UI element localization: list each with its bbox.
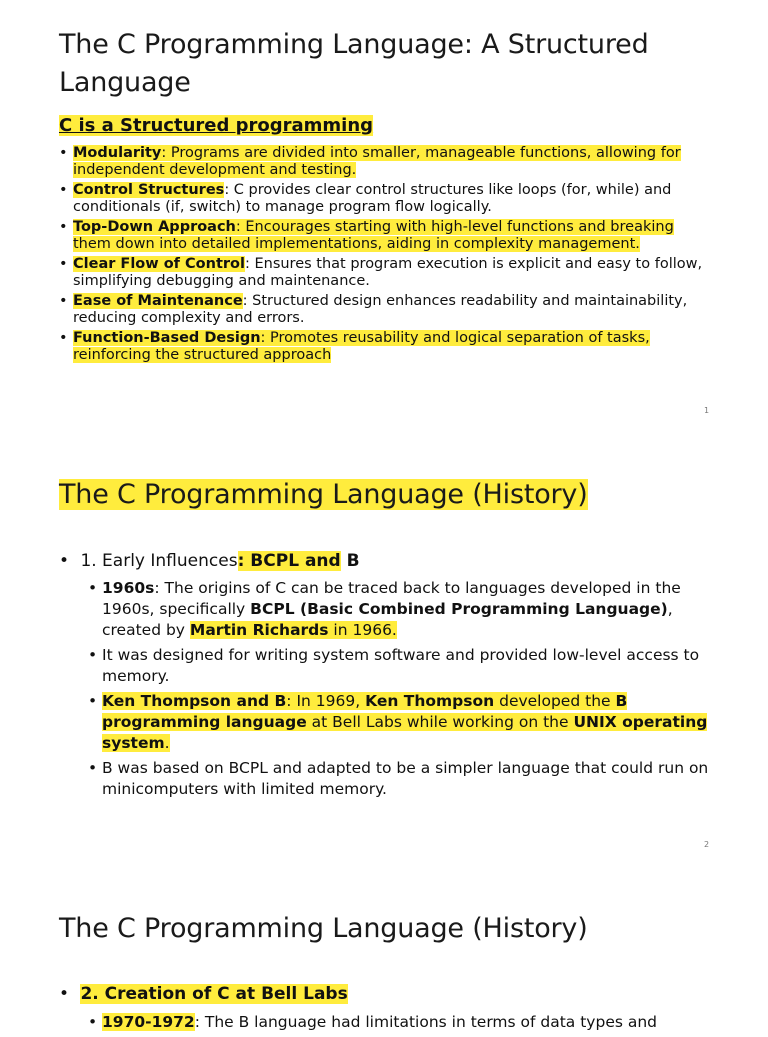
slide-2-heading: • 1. Early Influences: BCPL and B [59, 550, 360, 572]
history-item-1970-1972: • 1970-1972: The B language had limitations in terms of data types and [88, 1012, 713, 1033]
history-item-b-language: • B was based on BCPL and adapted to be a simpler language that could run on minicomputers with limited memory. [88, 758, 713, 800]
slide-1-subheading: C is a Structured programming [59, 115, 374, 136]
slide-1 [0, 0, 768, 430]
slide-2-sub-list [88, 578, 713, 804]
bullet-modularity: • Modularity: Programs are divided into smaller, manageable functions, allowing for independent development and testing. [59, 145, 709, 178]
slide-2-title: The C Programming Language (History) [59, 479, 588, 510]
bullet-function-based: • Function-Based Design: Promotes reusability and logical separation of tasks, reinforcing the structured approach [59, 330, 709, 363]
slide-1-bullet-list [59, 145, 709, 367]
slide-3-title: The C Programming Language (History) [59, 913, 588, 944]
slide-1-title-line2: Language [59, 67, 191, 98]
slide-1-title [59, 26, 649, 102]
history-item-1960s: • 1960s: The origins of C can be traced back to languages developed in the 1960s, specifically BCPL (Basic Combined Programming Language), created by Martin Richards in 1966. [88, 578, 713, 641]
bullet-ease-of-maintenance: • Ease of Maintenance: Structured design enhances readability and maintainability, reducing complexity and errors. [59, 293, 709, 326]
slide-3-heading: • 2. Creation of C at Bell Labs [59, 983, 348, 1005]
bullet-control-structures: • Control Structures: C provides clear control structures like loops (for, while) and conditionals (if, switch) to manage program flow logically. [59, 182, 709, 215]
slide-1-title-line1: The C Programming Language: A Structured [59, 29, 649, 60]
slide-2-page-number: 2 [704, 840, 710, 849]
history-item-system-software: • It was designed for writing system software and provided low-level access to memory. [88, 645, 713, 687]
slide-3 [0, 862, 768, 1031]
slide-3-sub-list [88, 1012, 713, 1037]
history-item-ken-thompson: • Ken Thompson and B: In 1969, Ken Thompson developed the B programming language at Bell Labs while working on the UNIX operating system. [88, 691, 713, 754]
bullet-clear-flow: • Clear Flow of Control: Ensures that program execution is explicit and easy to follow, simplifying debugging and maintenance. [59, 256, 709, 289]
slide-2 [0, 430, 768, 862]
bullet-top-down: • Top-Down Approach: Encourages starting with high-level functions and breaking them down into detailed implementations, aiding in complexity management. [59, 219, 709, 252]
slide-1-page-number: 1 [704, 406, 710, 415]
